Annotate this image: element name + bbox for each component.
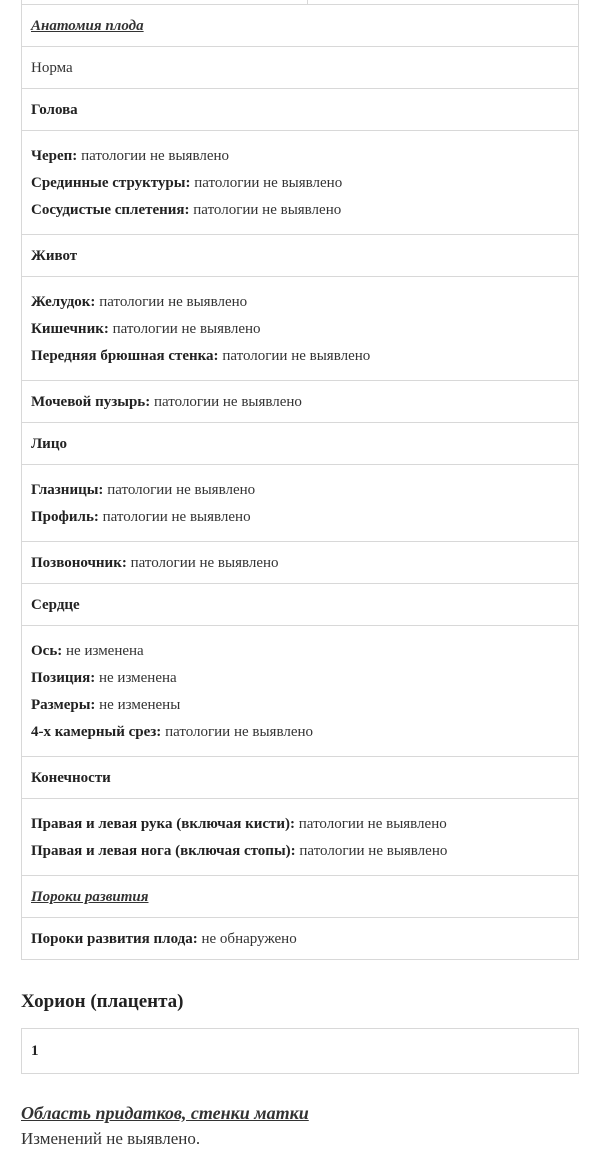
list-item [31, 197, 569, 224]
anatomy-overall-value: Норма [31, 60, 73, 76]
abdominal-wall-label: Передняя брюшная стенка: [31, 348, 219, 364]
choroid-plexus-label: Сосудистые сплетения: [31, 202, 190, 218]
table-row [22, 5, 579, 47]
table-row [22, 47, 579, 89]
table-cell [22, 626, 579, 757]
table-cell [22, 235, 579, 277]
skull-value: патологии не выявлено [81, 148, 230, 164]
limbs-heading: Конечности [31, 770, 111, 786]
midline-structures-value: патологии не выявлено [194, 175, 343, 191]
table-row [22, 876, 579, 918]
abdomen-heading: Живот [31, 248, 78, 264]
bladder-label: Мочевой пузырь: [31, 394, 151, 410]
table-cell [22, 47, 579, 89]
stomach-label: Желудок: [31, 294, 96, 310]
table-row [22, 277, 579, 381]
table-row [22, 799, 579, 876]
table-cell [22, 5, 579, 47]
spine-value: патологии не выявлено [130, 555, 279, 571]
table-cell [22, 876, 579, 918]
table-cell [22, 465, 579, 542]
profile-label: Профиль: [31, 509, 99, 525]
table-cell [22, 423, 579, 465]
orbits-label: Глазницы: [31, 482, 104, 498]
list-item [31, 170, 569, 197]
table-cell [22, 799, 579, 876]
spine-label: Позвоночник: [31, 555, 127, 571]
choroid-plexus-value: патологии не выявлено [193, 202, 342, 218]
heart-position-value: не изменена [98, 670, 177, 686]
stomach-value: патологии не выявлено [99, 294, 248, 310]
list-item [31, 504, 569, 531]
heart-axis-label: Ось: [31, 643, 63, 659]
fetal-malformations-label: Пороки развития плода: [31, 931, 198, 947]
arms-value: патологии не выявлено [298, 816, 447, 832]
list-item [31, 838, 569, 865]
chorion-value-box: 1 [21, 1028, 579, 1074]
list-item [31, 316, 569, 343]
column-divider [307, 0, 308, 4]
heart-heading: Сердце [31, 597, 80, 613]
table-cell [22, 89, 579, 131]
table-row [22, 542, 579, 584]
skull-label: Череп: [31, 148, 78, 164]
list-item [31, 665, 569, 692]
table-row [22, 465, 579, 542]
previous-table-edge [21, 0, 579, 4]
table-row [22, 235, 579, 277]
midline-structures-label: Срединные структуры: [31, 175, 191, 191]
orbits-value: патологии не выявлено [107, 482, 256, 498]
table-cell [22, 584, 579, 626]
intestine-value: патологии не выявлено [112, 321, 261, 337]
table-row [22, 423, 579, 465]
chorion-heading: Хорион (плацента) [21, 991, 184, 1012]
four-chamber-view-value: патологии не выявлено [165, 724, 314, 740]
list-item [31, 143, 569, 170]
table-row [22, 131, 579, 235]
table-row [22, 626, 579, 757]
table-cell [22, 131, 579, 235]
list-item [31, 638, 569, 665]
table-row [22, 584, 579, 626]
face-heading: Лицо [31, 436, 67, 452]
table-row [22, 757, 579, 799]
heart-axis-value: не изменена [66, 643, 144, 659]
table-cell [22, 542, 579, 584]
appendages-heading: Область придатков, стенки матки [21, 1103, 309, 1123]
legs-label: Правая и левая нога (включая стопы): [31, 843, 296, 859]
heart-size-label: Размеры: [31, 697, 96, 713]
heart-position-label: Позиция: [31, 670, 96, 686]
profile-value: патологии не выявлено [102, 509, 251, 525]
table-cell [22, 381, 579, 423]
fetal-anatomy-title: Анатомия плода [31, 18, 144, 34]
fetal-malformations-value: не обнаружено [201, 931, 297, 947]
table-cell [22, 277, 579, 381]
list-item [31, 692, 569, 719]
table-row [22, 918, 579, 960]
list-item [31, 811, 569, 838]
table-row [22, 381, 579, 423]
bladder-value: патологии не выявлено [153, 394, 302, 410]
abdominal-wall-value: патологии не выявлено [222, 348, 371, 364]
list-item [31, 343, 569, 370]
legs-value: патологии не выявлено [299, 843, 448, 859]
list-item [31, 719, 569, 746]
table-cell [22, 918, 579, 960]
heart-size-value: не изменены [99, 697, 181, 713]
malformations-title: Пороки развития [31, 889, 149, 905]
table-cell [22, 757, 579, 799]
head-heading: Голова [31, 102, 78, 118]
arms-label: Правая и левая рука (включая кисти): [31, 816, 296, 832]
table-row [22, 89, 579, 131]
fetal-anatomy-table [21, 4, 579, 960]
appendages-text: Изменений не выявлено. [21, 1129, 201, 1148]
four-chamber-view-label: 4-х камерный срез: [31, 724, 162, 740]
list-item [31, 477, 569, 504]
list-item [31, 289, 569, 316]
intestine-label: Кишечник: [31, 321, 109, 337]
